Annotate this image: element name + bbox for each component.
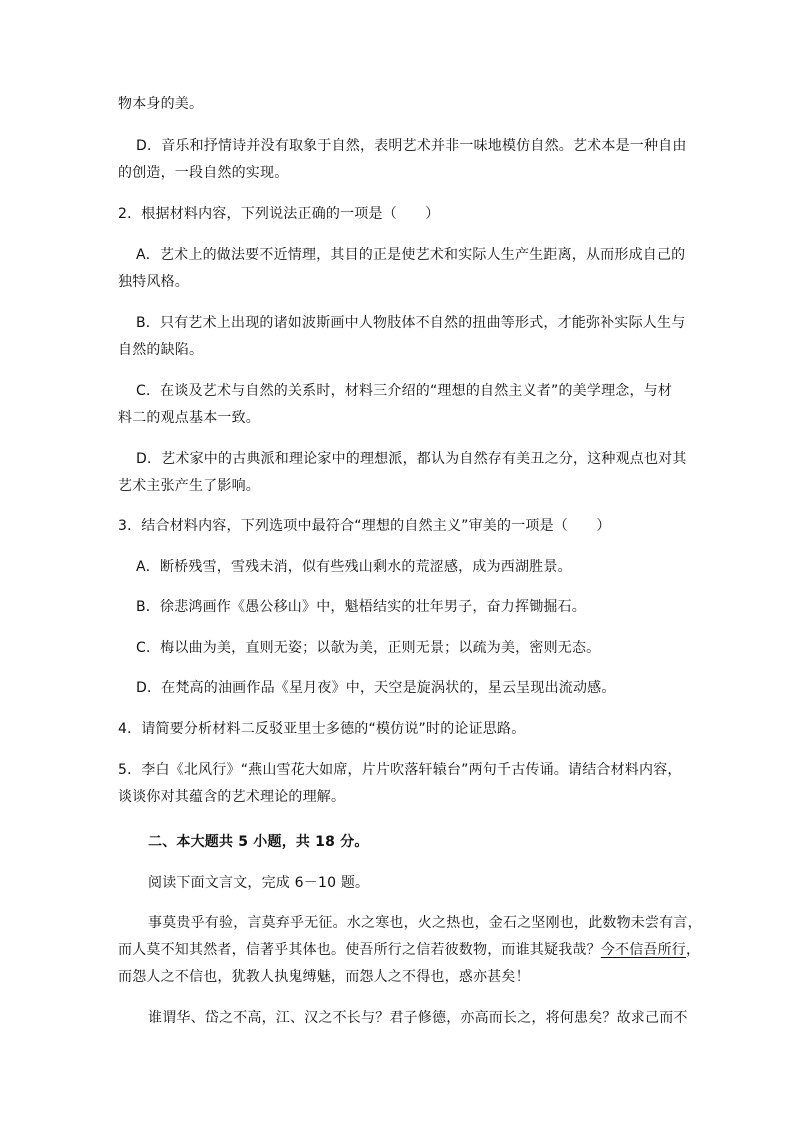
text-line: 独特风格。 [118,274,189,290]
passage-text: ， [686,942,701,958]
option-c-line: C．在谈及艺术与自然的关系时，材料三介绍的“理想的自然主义者”的美学理念，与材 [136,383,673,399]
option-a-line: A．断桥残雪，雪残未消，似有些残山剩水的荒涩感，成为西湖胜景。 [136,559,572,575]
option-a-line: A．艺术上的做法要不近情理，其目的正是使艺术和实际人生产生距离，从而形成自己的 [136,247,686,263]
question-4: 4．请简要分析材料二反驳亚里士多德的“模仿说”时的论证思路。 [118,721,526,737]
passage-text: 而人莫不知其然者，信著乎其体也。使吾所行之信若彼数物，而谁其疑我哉？ [118,942,601,958]
text-line: 物本身的美。 [118,96,204,112]
option-b-line: B．只有艺术上出现的诸如波斯画中人物肢体不自然的扭曲等形式，才能弥补实际人生与 [136,315,686,331]
passage-line: 事莫贵乎有验，言莫弃乎无征。水之寒也，火之热也，金石之坚刚也，此数物未尝有言， [148,915,702,931]
option-d-line: D．艺术家中的古典派和理论家中的理想派，都认为自然存有美丑之分，这种观点也对其 [136,451,687,467]
text-line: 自然的缺陷。 [118,342,204,358]
question-3: 3．结合材料内容，下列选项中最符合“理想的自然主义”审美的一项是（ ） [118,518,611,534]
underlined-phrase: 今不信吾所行 [600,942,687,958]
passage-line: 而怨人之不信也，犹教人执鬼缚魅，而怨人之不得也，惑亦甚矣！ [118,969,530,985]
instruction-line: 阅读下面文言文，完成 6－10 题。 [148,875,370,891]
text-line: 艺术主张产生了影响。 [118,478,260,494]
text-line: 料二的观点基本一致。 [118,410,260,426]
question-5: 5．李白《北风行》“燕山雪花大如席，片片吹落轩辕台”两句千古传诵。请结合材料内容， [118,762,682,778]
section-heading: 二、本大题共 5 小题，共 18 分。 [148,834,369,850]
option-d-line: D．音乐和抒情诗并没有取象于自然，表明艺术并非一味地模仿自然。艺术本是一种自由 [136,138,687,154]
passage-line: 谁谓华、岱之不高，江、汉之不长与？君子修德，亦高而长之，将何患矣？故求己而不 [148,1010,688,1026]
question-2: 2．根据材料内容，下列说法正确的一项是（ ） [118,206,440,222]
text-line: 的创造，一段自然的实现。 [118,165,289,181]
text-line: 谈谈你对其蕴含的艺术理论的理解。 [118,789,346,805]
passage-line [118,940,700,960]
option-c-line: C．梅以曲为美，直则无姿；以欹为美，正则无景；以疏为美，密则无态。 [136,640,601,656]
option-d-line: D．在梵高的油画作品《星月夜》中，天空是旋涡状的，星云呈现出流动感。 [136,680,616,696]
option-b-line: B．徐悲鸿画作《愚公移山》中，魁梧结实的壮年男子，奋力挥锄掘石。 [136,599,587,615]
